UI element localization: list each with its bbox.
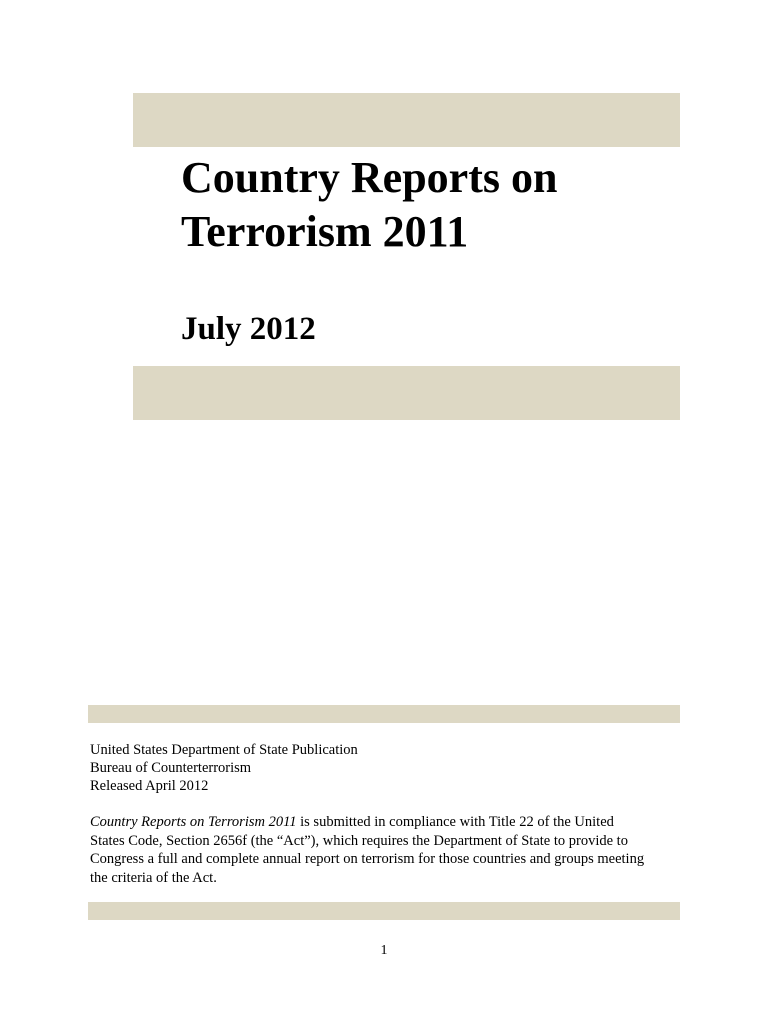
compliance-paragraph [90,813,680,887]
publication-info [90,741,680,795]
report-date: July 2012 [181,311,316,347]
report-name-italic: Country Reports on Terrorism 2011 [90,814,297,830]
compliance-line-2: States Code, Section 2656f (the “Act”), which requires the Department of State to provide to [90,832,628,849]
decorative-band-middle [133,366,680,420]
compliance-line-1-rest: is submitted in compliance with Title 22 of the United [296,814,614,830]
decorative-band-top [133,93,680,147]
publisher-line: United States Department of State Publication [90,742,358,758]
report-title [181,151,661,259]
report-title-line-1: Country Reports on [181,153,558,202]
bureau-line: Bureau of Counterterrorism [90,760,252,776]
report-title-line-2: Terrorism 2011 [181,207,469,256]
compliance-line-4: the criteria of the Act. [90,869,217,886]
decorative-band-lower-bottom [88,902,680,920]
decorative-band-lower-top [88,705,680,723]
page-number: 1 [380,943,388,958]
release-date-line: Released April 2012 [90,778,209,794]
compliance-line-3: Congress a full and complete annual report on terrorism for those countries and groups meeting [90,851,645,867]
compliance-line-1 [90,813,680,832]
